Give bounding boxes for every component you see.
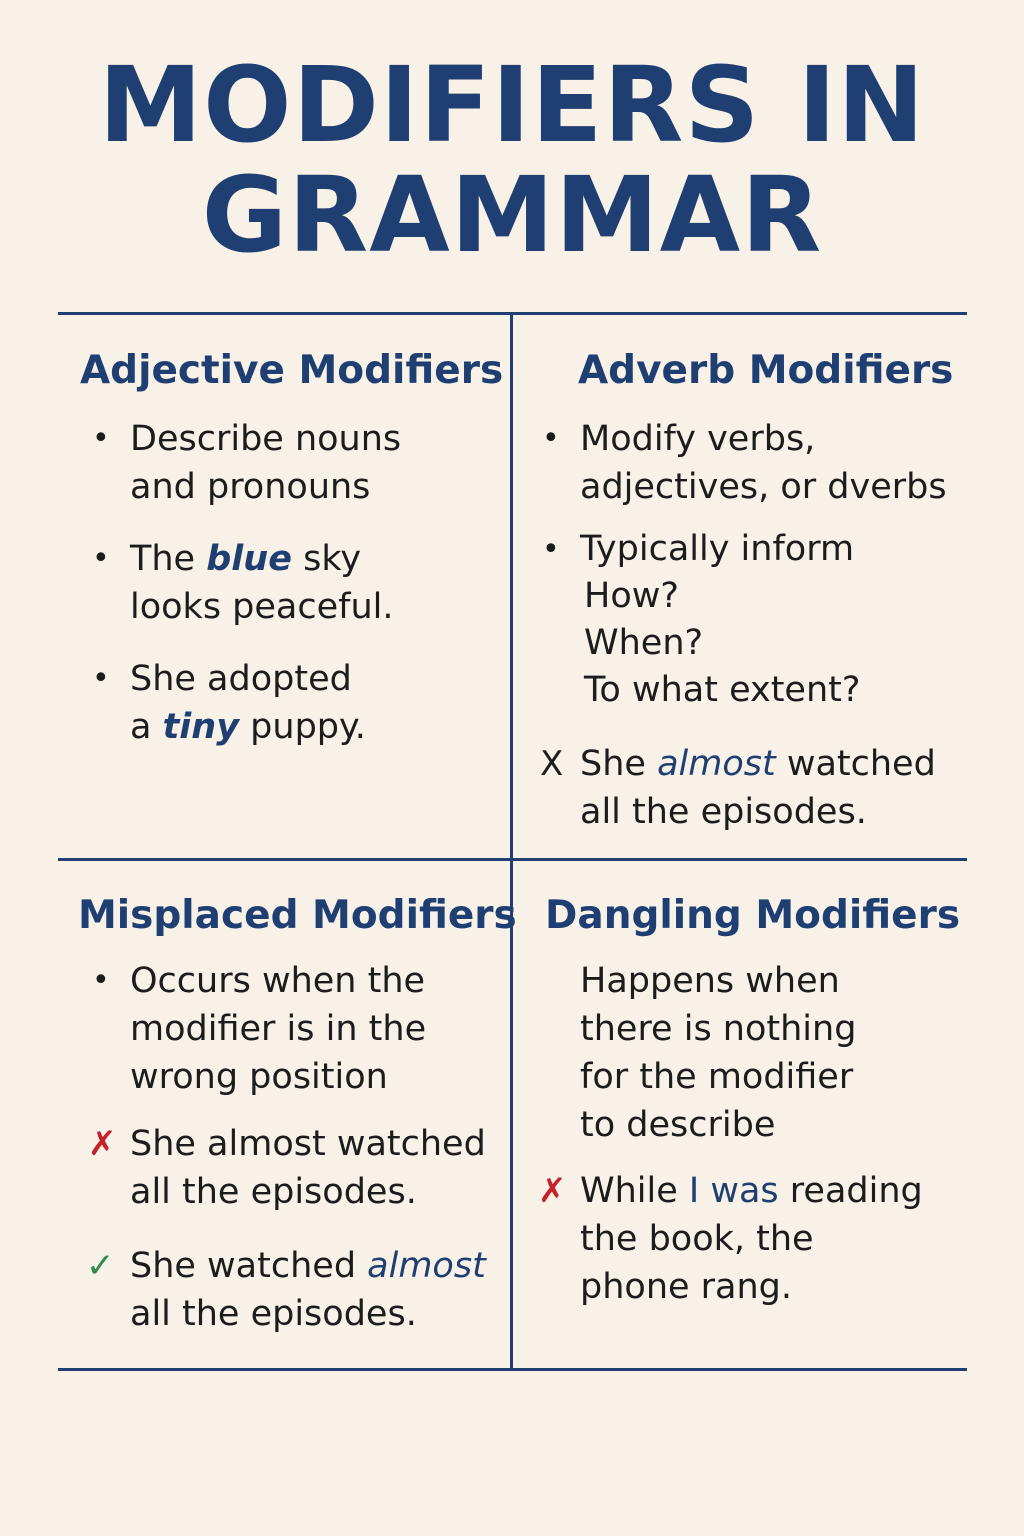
highlighted-words: I was bbox=[688, 1171, 779, 1211]
x-mark-icon: ✗ bbox=[538, 1171, 567, 1211]
x-mark-icon: ✗ bbox=[88, 1124, 117, 1164]
x-mark-icon: X bbox=[540, 744, 564, 784]
dangling-wrong-example: While I was reading the book, the phone rang. bbox=[580, 1171, 923, 1307]
modifier-word: almost bbox=[367, 1246, 486, 1286]
bullet-icon: • bbox=[92, 421, 110, 456]
bullet-icon: • bbox=[92, 541, 110, 576]
modifier-word: almost bbox=[657, 744, 776, 784]
adverb-heading: Adverb Modifiers bbox=[578, 348, 954, 393]
adjective-item-2: The blue sky looks peaceful. bbox=[130, 539, 394, 627]
title-line-1: MODIFIERS IN bbox=[98, 44, 926, 166]
bullet-icon: • bbox=[542, 421, 560, 456]
misplaced-item-1: Occurs when the modifier is in the wrong position bbox=[130, 961, 427, 1097]
adverb-item-1: Modify verbs, adjectives, or dverbs bbox=[580, 419, 947, 507]
title-line-2: GRAMMAR bbox=[201, 154, 823, 276]
misplaced-right-example: She watched almost all the episodes. bbox=[130, 1246, 486, 1334]
misplaced-heading: Misplaced Modifiers bbox=[78, 893, 517, 938]
checkmark-icon: ✓ bbox=[86, 1246, 115, 1286]
adverb-item-2: Typically inform How? When? To what extent? bbox=[580, 529, 861, 710]
bullet-icon: • bbox=[542, 532, 560, 567]
modifier-word: tiny bbox=[162, 707, 240, 747]
vertical-divider bbox=[510, 313, 513, 1370]
adverb-example: She almost watched all the episodes. bbox=[580, 744, 936, 832]
modifier-word: blue bbox=[206, 539, 292, 579]
dangling-heading: Dangling Modifiers bbox=[545, 893, 961, 938]
adjective-item-3: She adopted a tiny puppy. bbox=[130, 659, 366, 747]
bullet-icon: • bbox=[92, 661, 110, 696]
page-title bbox=[0, 44, 1024, 276]
misplaced-wrong-example: She almost watched all the episodes. bbox=[130, 1124, 486, 1212]
dangling-description: Happens when there is nothing for the modifier to describe bbox=[580, 961, 857, 1145]
adjective-item-1: Describe nouns and pronouns bbox=[130, 419, 402, 507]
adjective-heading: Adjective Modifiers bbox=[80, 348, 504, 393]
bullet-icon: • bbox=[92, 963, 110, 998]
